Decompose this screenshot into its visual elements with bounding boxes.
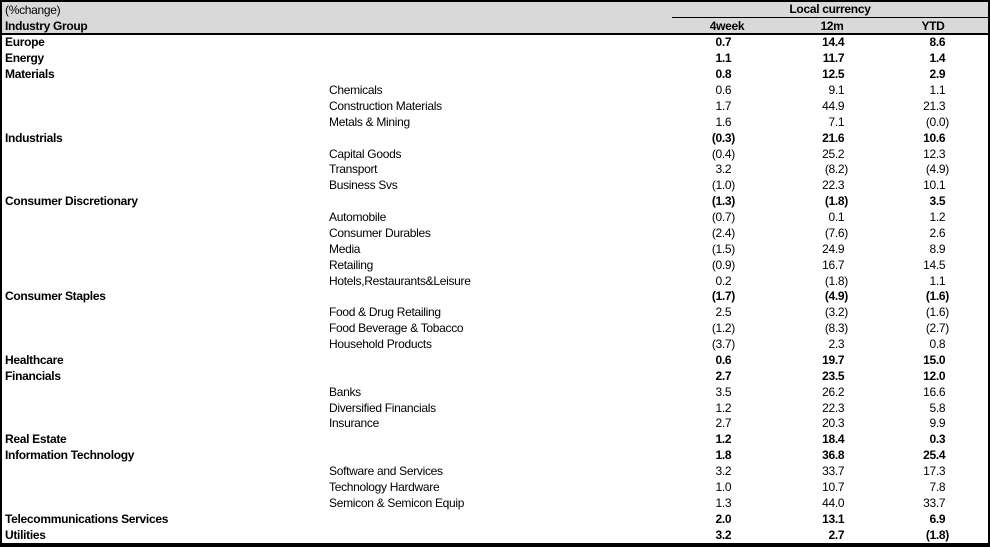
row-label: Insurance bbox=[329, 417, 379, 431]
value-text: 6.9 bbox=[929, 511, 946, 526]
row-label: Household Products bbox=[329, 338, 432, 352]
value-4week bbox=[672, 370, 738, 383]
value-text: 9.1 bbox=[828, 83, 845, 98]
value-text: 0.2 bbox=[715, 273, 732, 288]
value-12m bbox=[738, 163, 851, 176]
value-text: 1.1 bbox=[929, 83, 946, 98]
table-row bbox=[2, 162, 988, 178]
value-12m bbox=[738, 529, 851, 542]
table-row bbox=[2, 35, 988, 51]
table-row bbox=[2, 146, 988, 162]
column-header-ytd: YTD bbox=[921, 18, 945, 33]
value-text: (1.8) bbox=[824, 273, 848, 288]
value-12m bbox=[738, 100, 851, 113]
percent-change-label: (%change) bbox=[5, 3, 61, 17]
value-4week bbox=[672, 227, 738, 240]
value-ytd bbox=[851, 100, 952, 113]
value-text: 3.2 bbox=[715, 464, 732, 479]
value-12m bbox=[738, 211, 851, 224]
value-12m bbox=[738, 386, 851, 399]
row-label: Retailing bbox=[329, 258, 373, 272]
value-text: 12.0 bbox=[923, 368, 946, 383]
value-text: 23.5 bbox=[822, 368, 845, 383]
table-row bbox=[2, 51, 988, 67]
value-12m bbox=[738, 497, 851, 510]
value-text: 1.1 bbox=[715, 51, 732, 66]
row-label: Consumer Durables bbox=[329, 226, 431, 240]
value-4week bbox=[672, 179, 738, 192]
value-4week bbox=[672, 386, 738, 399]
value-12m bbox=[738, 179, 851, 192]
row-label: Europe bbox=[5, 36, 45, 50]
value-text: 1.7 bbox=[715, 98, 732, 113]
value-ytd bbox=[851, 179, 952, 192]
value-text: 2.7 bbox=[828, 527, 845, 542]
value-4week bbox=[672, 132, 738, 145]
value-12m bbox=[738, 322, 851, 335]
table-row bbox=[2, 257, 988, 273]
value-4week bbox=[672, 433, 738, 446]
row-label: Semicon & Semicon Equip bbox=[329, 496, 465, 510]
value-text: 14.4 bbox=[822, 35, 845, 50]
row-label: Energy bbox=[5, 52, 44, 66]
table-row bbox=[2, 353, 988, 369]
value-4week bbox=[672, 529, 738, 542]
value-text: 25.4 bbox=[923, 448, 946, 463]
value-4week bbox=[672, 68, 738, 81]
value-ytd bbox=[851, 227, 952, 240]
value-text: 1.2 bbox=[929, 210, 946, 225]
table-row bbox=[2, 241, 988, 257]
value-4week bbox=[672, 243, 738, 256]
value-12m bbox=[738, 465, 851, 478]
value-12m bbox=[738, 116, 851, 129]
value-text: 0.6 bbox=[715, 83, 732, 98]
row-label: Banks bbox=[329, 385, 361, 399]
value-12m bbox=[738, 195, 851, 208]
value-12m bbox=[738, 68, 851, 81]
value-text: 10.1 bbox=[923, 178, 946, 193]
value-ytd bbox=[851, 132, 952, 145]
value-text: 8.9 bbox=[929, 241, 946, 256]
value-12m bbox=[738, 227, 851, 240]
value-text: 24.9 bbox=[822, 241, 845, 256]
table-row bbox=[2, 511, 988, 527]
value-12m bbox=[738, 148, 851, 161]
row-label: Materials bbox=[5, 68, 55, 82]
table-row bbox=[2, 178, 988, 194]
value-text: 11.7 bbox=[822, 51, 845, 66]
value-text: 3.5 bbox=[715, 384, 732, 399]
value-text: (1.6) bbox=[925, 289, 949, 304]
table-body bbox=[2, 35, 988, 543]
value-text: (7.6) bbox=[824, 225, 848, 240]
table-row bbox=[2, 273, 988, 289]
row-label: Consumer Staples bbox=[5, 290, 106, 304]
value-4week bbox=[672, 100, 738, 113]
value-text: 2.9 bbox=[929, 67, 946, 82]
value-text: 0.6 bbox=[715, 352, 732, 367]
table-row bbox=[2, 305, 988, 321]
table-row bbox=[2, 337, 988, 353]
value-text: 9.9 bbox=[929, 416, 946, 431]
table-row bbox=[2, 194, 988, 210]
value-text: (8.2) bbox=[824, 162, 848, 177]
row-label: Food Beverage & Tobacco bbox=[329, 322, 464, 336]
value-text: 2.0 bbox=[715, 511, 732, 526]
table-row bbox=[2, 416, 988, 432]
value-text: 0.8 bbox=[929, 337, 946, 352]
value-text: 16.7 bbox=[822, 257, 845, 272]
table-row bbox=[2, 495, 988, 511]
value-12m bbox=[738, 513, 851, 526]
value-ytd bbox=[851, 306, 952, 319]
value-text: (1.8) bbox=[824, 194, 848, 209]
value-4week bbox=[672, 84, 738, 97]
table-row bbox=[2, 400, 988, 416]
row-label: Hotels,Restaurants&Leisure bbox=[329, 274, 471, 288]
table-row bbox=[2, 83, 988, 99]
value-text: 2.3 bbox=[828, 337, 845, 352]
value-4week bbox=[672, 52, 738, 65]
value-text: 1.2 bbox=[715, 432, 732, 447]
value-12m bbox=[738, 36, 851, 49]
value-text: 25.2 bbox=[822, 146, 845, 161]
column-header-4week: 4week bbox=[709, 18, 745, 33]
value-ytd bbox=[851, 433, 952, 446]
table-row bbox=[2, 114, 988, 130]
value-ytd bbox=[851, 402, 952, 415]
value-text: (1.6) bbox=[925, 305, 949, 320]
value-text: 20.3 bbox=[822, 416, 845, 431]
value-text: 5.8 bbox=[929, 400, 946, 415]
value-text: (0.0) bbox=[925, 114, 949, 129]
value-text: 22.3 bbox=[822, 178, 845, 193]
value-4week bbox=[672, 163, 738, 176]
value-ytd bbox=[851, 322, 952, 335]
row-label: Chemicals bbox=[329, 84, 383, 98]
value-text: 1.8 bbox=[715, 448, 732, 463]
value-text: 7.8 bbox=[929, 479, 946, 494]
value-4week bbox=[672, 36, 738, 49]
value-4week bbox=[672, 116, 738, 129]
value-text: 2.5 bbox=[715, 305, 732, 320]
table-row bbox=[2, 432, 988, 448]
value-text: 1.6 bbox=[715, 114, 732, 129]
value-text: 2.7 bbox=[715, 416, 732, 431]
value-text: 22.3 bbox=[822, 400, 845, 415]
value-12m bbox=[738, 132, 851, 145]
value-text: 21.6 bbox=[822, 130, 845, 145]
value-text: (4.9) bbox=[824, 289, 848, 304]
row-label: Business Svs bbox=[329, 179, 398, 193]
value-text: 0.3 bbox=[929, 432, 946, 447]
value-ytd bbox=[851, 290, 952, 303]
row-label: Healthcare bbox=[5, 353, 64, 367]
value-4week bbox=[672, 195, 738, 208]
value-4week bbox=[672, 275, 738, 288]
value-text: 44.9 bbox=[822, 98, 845, 113]
row-label: Real Estate bbox=[5, 433, 67, 447]
value-text: 10.7 bbox=[822, 479, 845, 494]
value-4week bbox=[672, 211, 738, 224]
value-text: 2.6 bbox=[929, 225, 946, 240]
value-ytd bbox=[851, 84, 952, 97]
row-label: Food & Drug Retailing bbox=[329, 306, 441, 320]
column-header-12m: 12m bbox=[820, 18, 844, 33]
value-text: 1.4 bbox=[929, 51, 946, 66]
value-ytd bbox=[851, 513, 952, 526]
value-text: (0.3) bbox=[711, 130, 735, 145]
value-text: 33.7 bbox=[923, 495, 946, 510]
table-row bbox=[2, 527, 988, 543]
table-row bbox=[2, 289, 988, 305]
table-row bbox=[2, 480, 988, 496]
value-ytd bbox=[851, 386, 952, 399]
value-4week bbox=[672, 306, 738, 319]
value-text: 0.8 bbox=[715, 67, 732, 82]
value-12m bbox=[738, 338, 851, 351]
value-12m bbox=[738, 433, 851, 446]
table-row bbox=[2, 448, 988, 464]
value-text: 2.7 bbox=[715, 368, 732, 383]
value-12m bbox=[738, 84, 851, 97]
value-ytd bbox=[851, 36, 952, 49]
value-text: 12.3 bbox=[923, 146, 946, 161]
row-label: Financials bbox=[5, 369, 61, 383]
table-row bbox=[2, 130, 988, 146]
row-label: Information Technology bbox=[5, 449, 135, 463]
value-text: 3.5 bbox=[929, 194, 946, 209]
value-ytd bbox=[851, 259, 952, 272]
value-text: 1.2 bbox=[715, 400, 732, 415]
value-text: (3.7) bbox=[711, 337, 735, 352]
value-ytd bbox=[851, 243, 952, 256]
row-label: Construction Materials bbox=[329, 99, 442, 113]
value-12m bbox=[738, 449, 851, 462]
value-text: 0.7 bbox=[715, 35, 732, 50]
value-4week bbox=[672, 449, 738, 462]
value-ytd bbox=[851, 354, 952, 367]
table-row bbox=[2, 67, 988, 83]
value-4week bbox=[672, 290, 738, 303]
value-12m bbox=[738, 275, 851, 288]
value-12m bbox=[738, 290, 851, 303]
value-text: 1.0 bbox=[715, 479, 732, 494]
value-4week bbox=[672, 481, 738, 494]
table-row bbox=[2, 210, 988, 226]
value-text: 7.1 bbox=[828, 114, 845, 129]
value-ytd bbox=[851, 417, 952, 430]
value-text: 3.2 bbox=[715, 162, 732, 177]
value-ytd bbox=[851, 195, 952, 208]
value-12m bbox=[738, 481, 851, 494]
value-ytd bbox=[851, 497, 952, 510]
table-row bbox=[2, 321, 988, 337]
value-text: 16.6 bbox=[923, 384, 946, 399]
value-ytd bbox=[851, 370, 952, 383]
value-text: 33.7 bbox=[822, 464, 845, 479]
row-label: Software and Services bbox=[329, 465, 443, 479]
local-currency-group-header: Local currency bbox=[672, 2, 988, 18]
value-text: 36.8 bbox=[822, 448, 845, 463]
value-12m bbox=[738, 354, 851, 367]
value-text: (2.7) bbox=[925, 321, 949, 336]
value-4week bbox=[672, 259, 738, 272]
value-text: 10.6 bbox=[923, 130, 946, 145]
row-label: Media bbox=[329, 242, 361, 256]
row-label: Transport bbox=[329, 163, 378, 177]
value-text: 8.6 bbox=[929, 35, 946, 50]
row-label: Automobile bbox=[329, 211, 387, 225]
header-row-columns bbox=[2, 18, 988, 33]
value-text: (1.7) bbox=[711, 289, 735, 304]
value-text: 1.1 bbox=[929, 273, 946, 288]
value-ytd bbox=[851, 275, 952, 288]
table-row bbox=[2, 99, 988, 115]
header-row-top bbox=[2, 2, 988, 18]
value-text: 13.1 bbox=[822, 511, 845, 526]
value-text: (1.3) bbox=[711, 194, 735, 209]
value-text: 18.4 bbox=[822, 432, 845, 447]
value-text: 14.5 bbox=[923, 257, 946, 272]
value-4week bbox=[672, 402, 738, 415]
value-12m bbox=[738, 52, 851, 65]
value-12m bbox=[738, 402, 851, 415]
table-row bbox=[2, 464, 988, 480]
row-label: Capital Goods bbox=[329, 147, 402, 161]
value-text: (1.8) bbox=[925, 527, 949, 542]
value-ytd bbox=[851, 449, 952, 462]
value-text: 3.2 bbox=[715, 527, 732, 542]
row-label: Industrials bbox=[5, 131, 63, 145]
value-ytd bbox=[851, 338, 952, 351]
value-ytd bbox=[851, 68, 952, 81]
value-text: (3.2) bbox=[824, 305, 848, 320]
value-4week bbox=[672, 465, 738, 478]
table-row bbox=[2, 384, 988, 400]
value-4week bbox=[672, 148, 738, 161]
value-text: 1.3 bbox=[715, 495, 732, 510]
industry-group-header: Industry Group bbox=[5, 18, 88, 33]
value-12m bbox=[738, 259, 851, 272]
value-text: 0.1 bbox=[828, 210, 845, 225]
value-12m bbox=[738, 370, 851, 383]
value-text: 19.7 bbox=[822, 352, 845, 367]
value-text: (0.9) bbox=[711, 257, 735, 272]
row-label: Technology Hardware bbox=[329, 480, 440, 494]
row-label: Utilities bbox=[5, 528, 46, 542]
table-row bbox=[2, 226, 988, 242]
row-label: Diversified Financials bbox=[329, 401, 436, 415]
value-4week bbox=[672, 354, 738, 367]
value-ytd bbox=[851, 116, 952, 129]
value-4week bbox=[672, 322, 738, 335]
value-text: (8.3) bbox=[824, 321, 848, 336]
value-4week bbox=[672, 338, 738, 351]
value-ytd bbox=[851, 52, 952, 65]
value-text: (4.9) bbox=[925, 162, 949, 177]
value-text: 17.3 bbox=[923, 464, 946, 479]
value-text: (1.0) bbox=[711, 178, 735, 193]
value-text: 26.2 bbox=[822, 384, 845, 399]
value-4week bbox=[672, 497, 738, 510]
value-ytd bbox=[851, 481, 952, 494]
value-4week bbox=[672, 513, 738, 526]
table-row bbox=[2, 368, 988, 384]
value-ytd bbox=[851, 163, 952, 176]
value-12m bbox=[738, 243, 851, 256]
value-text: 12.5 bbox=[822, 67, 845, 82]
value-ytd bbox=[851, 465, 952, 478]
value-text: (1.2) bbox=[711, 321, 735, 336]
value-ytd bbox=[851, 529, 952, 542]
value-ytd bbox=[851, 148, 952, 161]
value-4week bbox=[672, 417, 738, 430]
row-label: Consumer Discretionary bbox=[5, 195, 138, 209]
table-header bbox=[2, 2, 988, 35]
value-text: (0.4) bbox=[711, 146, 735, 161]
value-12m bbox=[738, 417, 851, 430]
row-label: Telecommunications Services bbox=[5, 512, 169, 526]
value-text: 44.0 bbox=[822, 495, 845, 510]
value-12m bbox=[738, 306, 851, 319]
value-text: 21.3 bbox=[923, 98, 946, 113]
row-label: Metals & Mining bbox=[329, 115, 410, 129]
value-text: (1.5) bbox=[711, 241, 735, 256]
value-ytd bbox=[851, 211, 952, 224]
value-text: 15.0 bbox=[923, 352, 946, 367]
value-text: (2.4) bbox=[711, 225, 735, 240]
value-text: (0.7) bbox=[711, 210, 735, 225]
